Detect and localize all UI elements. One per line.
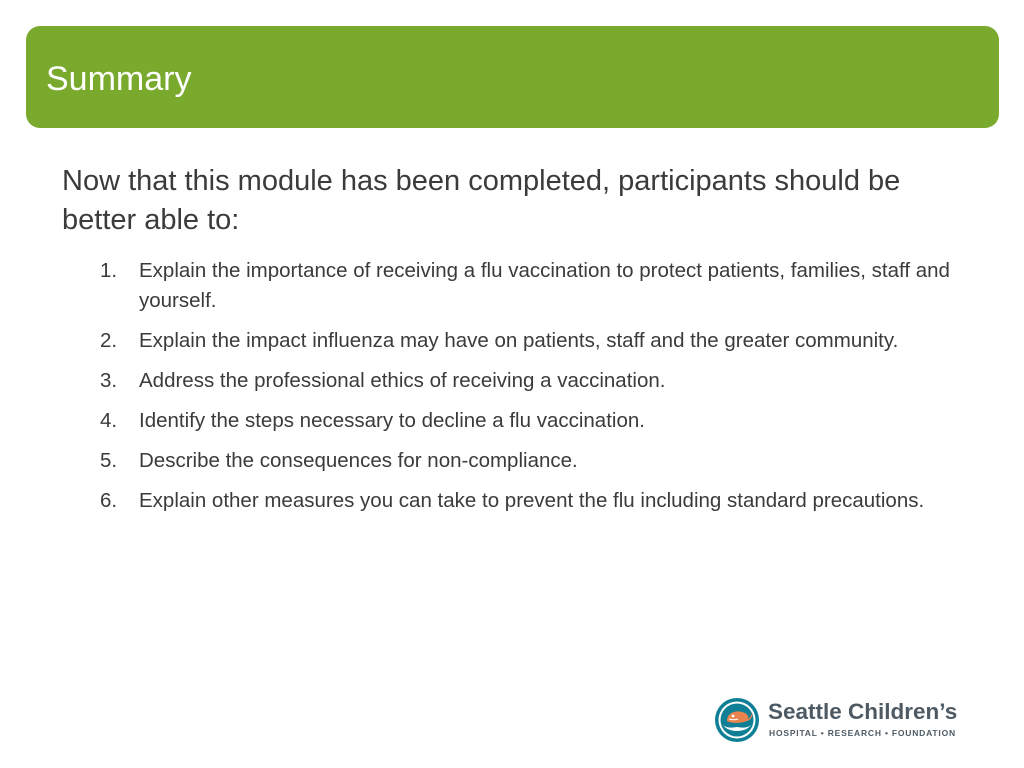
- whale-in-hand-icon: [714, 697, 760, 743]
- objective-text: Address the professional ethics of receiving a vaccination.: [139, 369, 666, 392]
- objective-text: Identify the steps necessary to decline a flu vaccination.: [139, 409, 645, 432]
- objective-text: Explain the impact influenza may have on patients, staff and the greater community.: [139, 329, 899, 352]
- objective-item: [100, 366, 970, 396]
- objective-text: Explain other measures you can take to prevent the flu including standard precautions.: [139, 489, 925, 512]
- title-bar: [26, 26, 999, 128]
- objective-number: 6.: [100, 489, 118, 512]
- logo-tagline: HOSPITAL • RESEARCH • FOUNDATION: [769, 728, 956, 738]
- logo-name: Seattle Children’s: [768, 699, 958, 724]
- objective-number: 2.: [100, 329, 118, 352]
- seattle-childrens-logo: [714, 697, 986, 745]
- objective-number: 3.: [100, 369, 118, 392]
- objective-number: 4.: [100, 409, 118, 432]
- objective-text: Describe the consequences for non-compliance.: [139, 449, 578, 472]
- objectives-list: [100, 256, 970, 526]
- objective-item: [100, 446, 970, 476]
- objective-number: 5.: [100, 449, 118, 472]
- slide-title: Summary: [46, 60, 192, 98]
- objective-item: [100, 256, 970, 316]
- objective-item: [100, 486, 970, 516]
- objective-text: Explain the importance of receiving a flu vaccination to protect patients, families, staff and yourself.: [139, 259, 950, 312]
- objective-number: 1.: [100, 259, 118, 282]
- objective-item: [100, 326, 970, 356]
- objective-item: [100, 406, 970, 436]
- intro-text: Now that this module has been completed, participants should be better able to:: [62, 165, 901, 236]
